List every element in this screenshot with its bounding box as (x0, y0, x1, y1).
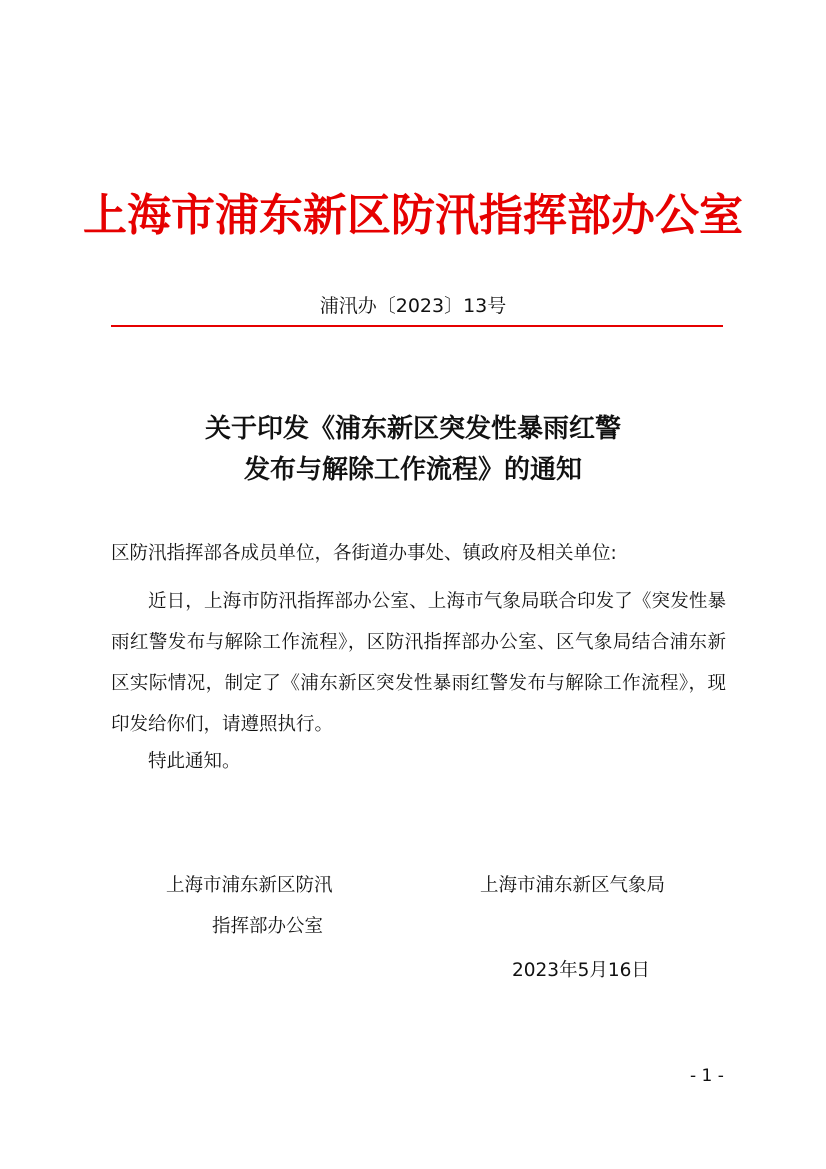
organization-header: 上海市浦东新区防汛指挥部办公室 (83, 190, 743, 241)
salutation: 区防汛指挥部各成员单位，各街道办事处、镇政府及相关单位: (111, 543, 617, 564)
document-title-line-2: 发布与解除工作流程》的通知 (243, 455, 582, 485)
document-number: 浦汛办〔2023〕13号 (319, 295, 507, 317)
signature-left-line-1: 上海市浦东新区防汛 (166, 875, 333, 896)
issue-date: 2023年5月16日 (512, 960, 650, 981)
signature-right: 上海市浦东新区气象局 (480, 875, 666, 896)
page-number: - 1 - (690, 1066, 724, 1086)
header-divider (111, 325, 723, 327)
signature-left-line-2: 指挥部办公室 (212, 916, 324, 937)
body-paragraph: 近日，上海市防汛指挥部办公室、上海市气象局联合印发了《突发性暴雨红警发布与解除工作流程》，区防汛指挥部办公室、区气象局结合浦东新区实际情况，制定了《浦东新区突发性暴雨红警发布与解除工作流程》，现印发给你们，请遵照执行。 (111, 591, 726, 735)
closing-remark: 特此通知。 (148, 751, 241, 772)
document-title-line-1: 关于印发《浦东新区突发性暴雨红警 (204, 414, 621, 444)
